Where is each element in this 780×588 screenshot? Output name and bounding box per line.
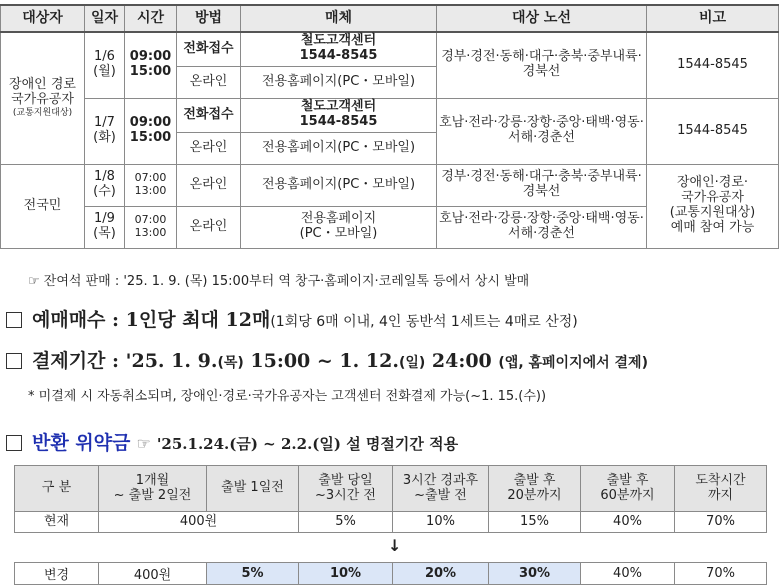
fee-cell: 70% — [675, 512, 767, 533]
fee-cell: 400원 — [99, 563, 207, 585]
schedule-table — [0, 4, 779, 249]
fee-header: 구 분 — [15, 466, 99, 512]
fee-cell: 40% — [581, 512, 675, 533]
pointing-hand-icon: ☞ — [136, 434, 151, 453]
fee-header: 1개월 ~ 출발 2일전 — [99, 466, 207, 512]
checkbox-icon — [6, 353, 22, 369]
table-row — [1, 164, 779, 206]
fee-cell: 10% — [393, 512, 489, 533]
arrow-down-icon: ↓ — [388, 536, 402, 555]
media-cell: 전용홈페이지(PC・모바일) — [241, 164, 437, 206]
fee-header: 출발 후 60분까지 — [581, 466, 675, 512]
time-cell: 07:00 13:00 — [125, 206, 177, 248]
fee-cell: 40% — [581, 563, 675, 585]
routes-cell: 호남·전라·강릉·장항·중앙·태백·영동·서해·경춘선 — [437, 98, 647, 164]
method-cell: 온라인 — [177, 132, 241, 164]
time-cell: 07:00 13:00 — [125, 164, 177, 206]
routes-cell: 호남·전라·강릉·장항·중앙·태백·영동·서해·경춘선 — [437, 206, 647, 248]
fee-header-row — [15, 466, 767, 512]
method-cell: 온라인 — [177, 66, 241, 98]
media-cell: 전용홈페이지(PC・모바일) — [241, 66, 437, 98]
refund-penalty-detail: '25.1.24.(금) ~ 2.2.(일) 설 명절기간 적용 — [156, 435, 459, 453]
refund-fee-table — [14, 465, 767, 533]
method-cell: 온라인 — [177, 206, 241, 248]
routes-cell: 경부·경전·동해·대구·충북·중부내륙·경북선 — [437, 164, 647, 206]
media-cell: 전용홈페이지(PC・모바일) — [241, 132, 437, 164]
method-cell: 온라인 — [177, 164, 241, 206]
fee-header: 3시간 경과후 ~출발 전 — [393, 466, 489, 512]
fee-row-changed — [15, 563, 767, 585]
checkbox-icon — [6, 435, 22, 451]
payment-period-end: 24:00 — [425, 350, 499, 372]
media-cell: 전용홈페이지 (PC・모바일) — [241, 206, 437, 248]
date-cell: 1/8 (수) — [85, 164, 125, 206]
media-cell: 철도고객센터 1544-8545 — [241, 32, 437, 66]
payment-period-item — [6, 346, 648, 373]
payment-period-detail: (앱, 홈페이지에서 결제) — [498, 355, 648, 371]
group2-note: 장애인·경로· 국가유공자 (교통지원대상) 예매 참여 가능 — [647, 164, 779, 248]
fee-cell-highlight: 5% — [207, 563, 299, 585]
schedule-header-row — [1, 5, 779, 32]
group2-target: 전국민 — [1, 164, 85, 248]
unpaid-note: * 미결제 시 자동취소되며, 장애인·경로·국가유공자는 고객센터 전화결제 가능(~1. 15.(수)) — [28, 389, 547, 404]
note-cell: 1544-8545 — [647, 98, 779, 164]
table-row — [1, 32, 779, 66]
time-cell: 09:00 15:00 — [125, 98, 177, 164]
time-cell: 09:00 15:00 — [125, 32, 177, 98]
fee-header: 출발 1일전 — [207, 466, 299, 512]
group1-target: 장애인 경로 국가유공자 — [9, 77, 76, 108]
booking-limit-item — [6, 305, 578, 332]
header-method: 방법 — [177, 5, 241, 32]
table-row — [1, 98, 779, 132]
date-cell: 1/7 (화) — [85, 98, 125, 164]
remaining-seats-note: ☞ 잔여석 판매 : '25. 1. 9. (목) 15:00부터 역 창구·홈페이지·코레일톡 등에서 상시 발매 — [28, 274, 530, 289]
payment-period-label: 결제기간 : '25. 1. 9. — [32, 350, 218, 372]
fee-row-label: 현재 — [15, 512, 99, 533]
date-cell: 1/6 (월) — [85, 32, 125, 98]
date-cell: 1/9 (목) — [85, 206, 125, 248]
fee-cell-highlight: 10% — [299, 563, 393, 585]
payment-dow-start: (목) — [217, 355, 244, 371]
payment-dow-end: (일) — [398, 355, 426, 371]
header-time: 시간 — [125, 5, 177, 32]
media-cell: 철도고객센터 1544-8545 — [241, 98, 437, 132]
fee-header: 출발 후 20분까지 — [489, 466, 581, 512]
fee-cell-highlight: 30% — [489, 563, 581, 585]
booking-limit-detail: (1회당 6매 이내, 4인 동반석 1세트는 4매로 산정) — [270, 314, 578, 330]
fee-cell: 15% — [489, 512, 581, 533]
routes-cell: 경부·경전·동해·대구·충북·중부내륙·경북선 — [437, 32, 647, 98]
header-routes: 대상 노선 — [437, 5, 647, 32]
fee-row-label: 변경 — [15, 563, 99, 585]
booking-limit-label: 예매매수 : 1인당 최대 12매 — [32, 309, 271, 331]
fee-cell: 70% — [675, 563, 767, 585]
header-date: 일자 — [85, 5, 125, 32]
payment-period-mid: 15:00 ~ 1. 12. — [243, 350, 399, 372]
checkbox-icon — [6, 312, 22, 328]
note-cell: 1544-8545 — [647, 32, 779, 98]
header-note: 비고 — [647, 5, 779, 32]
refund-fee-changed-table — [14, 562, 767, 585]
refund-penalty-label: 반환 위약금 — [32, 432, 131, 454]
fee-header: 도착시간 까지 — [675, 466, 767, 512]
fee-cell: 5% — [299, 512, 393, 533]
refund-penalty-item — [6, 428, 458, 455]
group1-target-cell — [1, 32, 85, 164]
group1-subtarget: (교통지원대상) — [12, 108, 73, 119]
fee-cell: 400원 — [99, 512, 299, 533]
fee-row-current — [15, 512, 767, 533]
method-cell: 전화접수 — [177, 32, 241, 66]
method-cell: 전화접수 — [177, 98, 241, 132]
fee-header: 출발 당일 ~3시간 전 — [299, 466, 393, 512]
header-target: 대상자 — [1, 5, 85, 32]
header-media: 매체 — [241, 5, 437, 32]
fee-cell-highlight: 20% — [393, 563, 489, 585]
